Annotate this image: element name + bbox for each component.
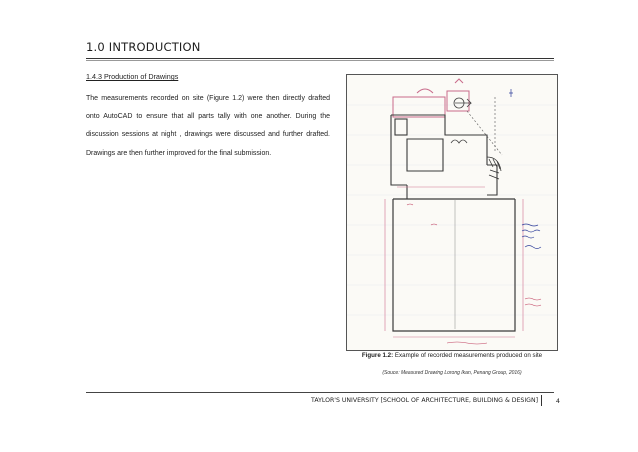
figure-sketch-image	[346, 74, 558, 351]
heading-divider	[86, 58, 554, 59]
figure-caption-text: Example of recorded measurements produced on site	[394, 352, 543, 359]
figure-source: (Souce: Measured Drawing Lorong Ikan, Penang Group, 2016)	[382, 370, 522, 376]
footer-separator	[541, 395, 542, 406]
footer-divider	[86, 392, 554, 393]
page-heading: 1.0 INTRODUCTION	[86, 40, 201, 54]
section-paragraph: The measurements recorded on site (Figure 1.2) were then directly drafted onto AutoCAD to ensure that all parts tally with one another. During the discussion sessions at night , drawings were discussed and further drafted. Drawings are then further improved for the final submission.	[86, 95, 330, 157]
figure-caption	[346, 352, 558, 360]
sketch-drawing	[347, 75, 557, 350]
page-number: 4	[555, 397, 560, 405]
figure-label: Figure 1.2:	[361, 352, 394, 359]
footer-text: TAYLOR'S UNIVERSITY [SCHOOL OF ARCHITECTURE, BUILDING & DESIGN]	[311, 397, 538, 404]
section-title: 1.4.3 Production of Drawings	[86, 72, 179, 81]
heading-divider-thin	[86, 60, 554, 61]
